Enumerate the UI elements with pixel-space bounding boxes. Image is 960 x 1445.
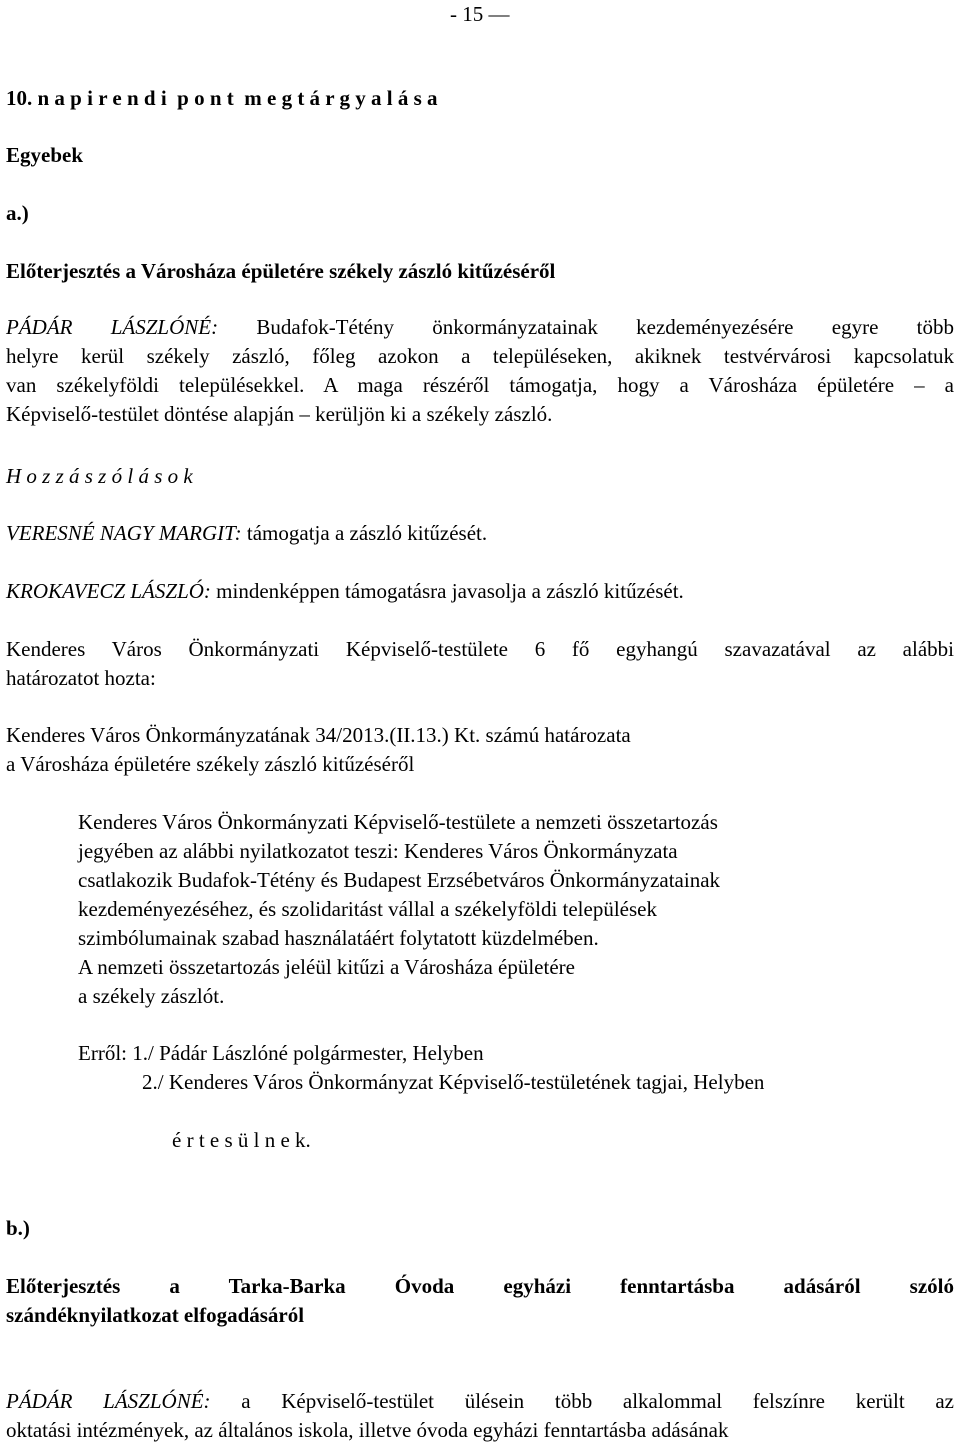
- resolution-line: Kenderes Város Önkormányzati Képviselő-testülete a nemzeti összetartozás: [78, 810, 718, 834]
- speaker-name: VERESNÉ NAGY MARGIT:: [6, 521, 242, 545]
- item-b-intro: [6, 1387, 954, 1445]
- notify-line-2: 2./ Kenderes Város Önkormányzat Képviselő-testületének tagjai, Helyben: [142, 1070, 765, 1094]
- vote-line: Kenderes Város Önkormányzati Képviselő-testülete 6 fő egyhangú szavazatával az alábbi: [6, 637, 954, 661]
- item-b-title-line: szándéknyilatkozat elfogadásáról: [6, 1303, 305, 1327]
- intro-line: PÁDÁR LÁSZLÓNÉ: Budafok-Tétény önkormányzatainak kezdeményezésére egyre több: [6, 315, 954, 339]
- item-b-label: b.): [6, 1216, 30, 1240]
- resolution-title-line: Kenderes Város Önkormányzatának 34/2013.(II.13.) Kt. számú határozata: [6, 723, 631, 747]
- resolution-line: A nemzeti összetartozás jeléül kitűzi a Városháza épületére: [78, 955, 575, 979]
- comment-veresne: [6, 519, 487, 548]
- vote-result: [6, 635, 954, 693]
- item-a-label: a.): [6, 201, 29, 225]
- section-title: Egyebek: [6, 143, 84, 167]
- item-a-title: Előterjesztés a Városháza épületére székely zászló kitűzéséről: [6, 259, 556, 283]
- comments-heading: H o z z á s z ó l á s o k: [6, 464, 193, 488]
- resolution-line: jegyében az alábbi nyilatkozatot teszi: Kenderes Város Önkormányzata: [78, 839, 678, 863]
- resolution-line: kezdeményezéséhez, és szolidaritást vállal a székelyföldi települések: [78, 897, 657, 921]
- intro-line: van székelyföldi településekkel. A maga részéről támogatja, hogy a Városháza épületére – a: [6, 373, 954, 397]
- comment-krokavecz: [6, 577, 684, 606]
- intro-line: helyre kerül székely zászló, főleg azokon a településeken, akiknek testvérvárosi kapcsolatuk: [6, 344, 954, 368]
- vote-line: határozatot hozta:: [6, 666, 156, 690]
- item-a-intro: [6, 313, 954, 429]
- intro-line: oktatási intézmények, az általános iskola, illetve óvoda egyházi fenntartásba adásának: [6, 1418, 729, 1442]
- notify-closing: é r t e s ü l n e k.: [172, 1128, 311, 1152]
- resolution-title-line: a Városháza épületére székely zászló kitűzéséről: [6, 752, 415, 776]
- comment-text: támogatja a zászló kitűzését.: [241, 521, 488, 545]
- resolution-line: a székely zászlót.: [78, 984, 225, 1008]
- agenda-heading: 10. n a p i r e n d i p o n t m e g t á r g y a l á s a: [6, 86, 438, 110]
- speaker-name: KROKAVECZ LÁSZLÓ:: [6, 579, 211, 603]
- notify-line-1: Erről: 1./ Pádár Lászlóné polgármester, Helyben: [78, 1041, 484, 1065]
- speaker-name: PÁDÁR LÁSZLÓNÉ:: [6, 1389, 211, 1413]
- resolution-body: [78, 808, 720, 1011]
- intro-line: Képviselő-testület döntése alapján – kerüljön ki a székely zászló.: [6, 402, 553, 426]
- comment-text: mindenképpen támogatásra javasolja a zászló kitűzését.: [210, 579, 684, 603]
- item-b-title-line: Előterjesztés a Tarka-Barka Óvoda egyházi fenntartásba adásáról szóló: [6, 1274, 954, 1298]
- resolution-line: szimbólumainak szabad használatáért folytatott küzdelmében.: [78, 926, 599, 950]
- item-b-title: [6, 1272, 954, 1330]
- page-number: - 15 —: [450, 2, 510, 26]
- speaker-name: PÁDÁR LÁSZLÓNÉ:: [6, 315, 219, 339]
- intro-line: PÁDÁR LÁSZLÓNÉ: a Képviselő-testület ülésein több alkalommal felszínre került az: [6, 1389, 954, 1413]
- resolution-line: csatlakozik Budafok-Tétény és Budapest Erzsébetváros Önkormányzatainak: [78, 868, 721, 892]
- resolution-title: [6, 721, 631, 779]
